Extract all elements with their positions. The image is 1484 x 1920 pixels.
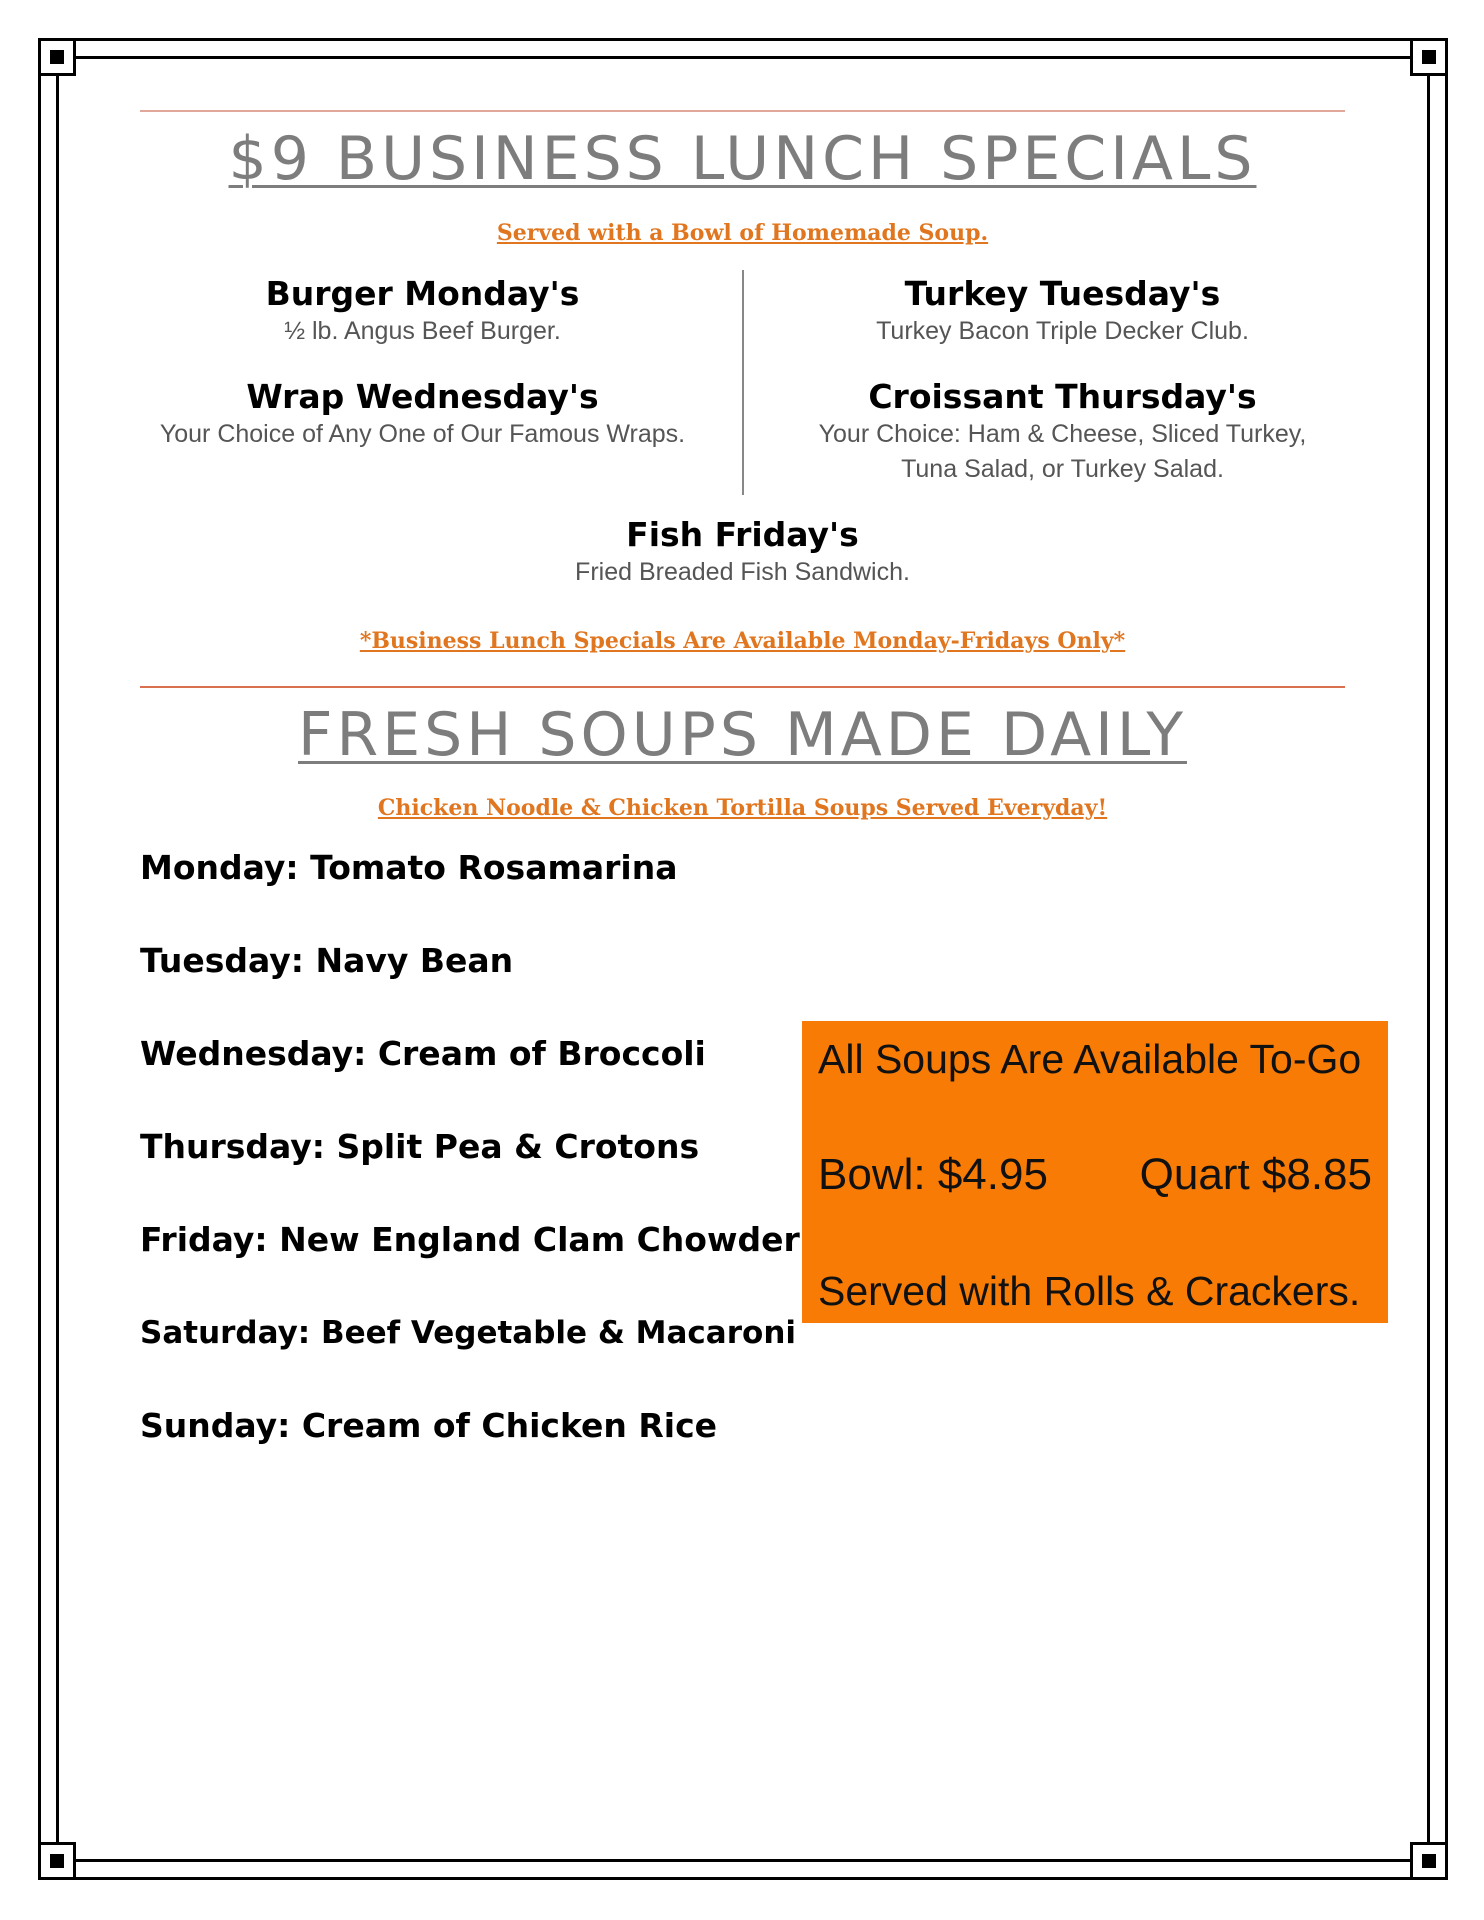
corner-ornament-bottom-right [1410,1842,1448,1880]
soup-monday: Monday: Tomato Rosamarina [140,848,678,887]
quart-price: Quart $8.85 [1139,1150,1372,1199]
special-wrap-wednesday [140,377,705,452]
special-croissant-thursday [780,377,1345,487]
special-name: Fish Friday's [626,515,859,554]
lunch-specials-title: $9 BUSINESS LUNCH SPECIALS [228,124,1257,194]
bowl-price: Bowl: $4.95 [818,1150,1048,1199]
corner-ornament-bottom-left [38,1842,76,1880]
soup-friday: Friday: New England Clam Chowder [140,1220,800,1259]
divider-top [140,110,1345,112]
corner-ornament-top-left [38,38,76,76]
to-go-served-with: Served with Rolls & Crackers. [818,1268,1361,1314]
special-turkey-tuesday [780,274,1345,349]
soup-saturday: Saturday: Beef Vegetable & Macaroni [140,1315,797,1351]
special-desc-line-2: Tuna Salad, or Turkey Salad. [901,455,1224,483]
soup-tuesday: Tuesday: Navy Bean [140,941,514,980]
soup-wednesday: Wednesday: Cream of Broccoli [140,1034,706,1073]
soup-thursday: Thursday: Split Pea & Crotons [140,1127,700,1166]
to-go-box [802,1021,1388,1323]
special-name: Burger Monday's [265,274,580,313]
special-name: Wrap Wednesday's [246,377,599,416]
special-desc: Turkey Bacon Triple Decker Club. [876,317,1249,345]
column-divider [742,270,744,495]
special-desc: Your Choice of Any One of Our Famous Wraps. [159,420,686,448]
daily-soup-list [140,848,800,1499]
special-desc: Your Choice: Ham & Cheese, Sliced Turkey, [818,420,1307,448]
soup-sunday: Sunday: Cream of Chicken Rice [140,1406,718,1445]
soups-title: FRESH SOUPS MADE DAILY [298,700,1187,770]
soups-subtitle: Chicken Noodle & Chicken Tortilla Soups Served Everyday! [377,795,1108,821]
lunch-availability-note: *Business Lunch Specials Are Available Monday-Fridays Only* [359,628,1126,654]
special-desc: Fried Breaded Fish Sandwich. [575,558,910,586]
to-go-availability: All Soups Are Available To-Go [818,1036,1362,1082]
special-name: Croissant Thursday's [868,377,1257,416]
divider-middle [140,686,1345,688]
special-burger-monday [140,274,705,349]
lunch-specials-subtitle: Served with a Bowl of Homemade Soup. [496,220,989,246]
special-name: Turkey Tuesday's [904,274,1221,313]
corner-ornament-top-right [1410,38,1448,76]
to-go-prices [818,1147,1372,1263]
special-desc: ½ lb. Angus Beef Burger. [284,317,561,345]
special-fish-friday [140,515,1345,590]
